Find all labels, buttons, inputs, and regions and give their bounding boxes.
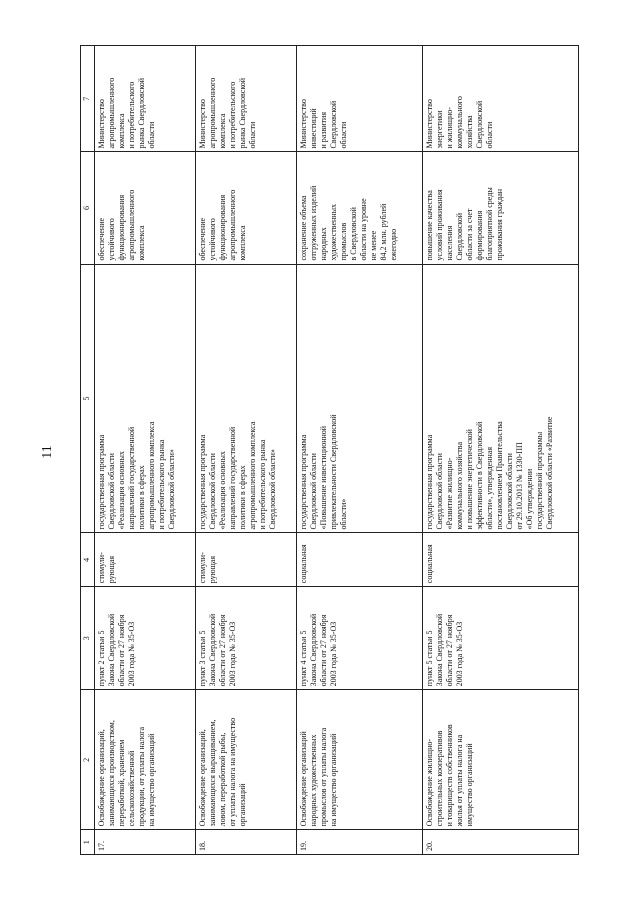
curator: Министерство агропромышленного комплекса и потребительского рынка Свердловской области — [196, 46, 297, 153]
benefit-goal: обеспечение устойчивого функционирования агропромышленного комплекса — [196, 152, 297, 264]
column-header: 7 — [81, 46, 95, 153]
benefit-description: Освобождение организаций народных художественных промыслов от уплаты налога на имущество организаций — [297, 690, 423, 830]
benefit-type: социальная — [297, 533, 423, 587]
row-number: 20. — [423, 830, 579, 855]
benefit-type: стимули- рующая — [95, 533, 196, 587]
column-header: 1 — [81, 830, 95, 855]
column-header: 3 — [81, 587, 95, 690]
state-program: государственная программа Свердловской области «Реализация основных направлений государственной политики в сферах агропромышленного комплекса и потребительского рынка Свердловской области» — [196, 264, 297, 533]
row-number: 17. — [95, 830, 196, 855]
benefit-type: социальная — [423, 533, 579, 587]
benefit-description: Освобождение организаций, занимающихся выращиванием, ловом, переработкой рыбы, от уплаты налога на имущество организаций — [196, 690, 297, 830]
curator: Министерство энергетики и жилищно- коммунального хозяйства Свердловской области — [423, 46, 579, 153]
curator: Министерство инвестиций и развития Свердловской области — [297, 46, 423, 153]
legal-basis: пункт 3 статьи 5 Закона Свердловской области от 27 ноября 2003 года № 35-ОЗ — [196, 587, 297, 690]
column-header: 2 — [81, 690, 95, 830]
state-program: государственная программа Свердловской области «Повышение инвестиционной привлекательности Свердловской области» — [297, 264, 423, 533]
row-number: 18. — [196, 830, 297, 855]
legal-basis: пункт 4 статьи 5 Закона Свердловской области от 27 ноября 2003 года № 35-ОЗ — [297, 587, 423, 690]
table-row — [297, 46, 423, 855]
table-row — [423, 46, 579, 855]
benefit-description: Освобождение организаций, занимающихся производством, переработкой, хранением сельскохозяйственной продукции, от уплаты налога на имущество организаций — [95, 690, 196, 830]
state-program: государственная программа Свердловской области «Реализация основных направлений государственной политики в сферах агропромышленного комплекса и потребительского рынка Свердловской области» — [95, 264, 196, 533]
benefit-type: стимули- рующая — [196, 533, 297, 587]
benefit-goal: обеспечение устойчивого функционирования агропромышленного комплекса — [95, 152, 196, 264]
tax-benefits-table — [80, 45, 579, 855]
page-number: 11 — [40, 445, 55, 459]
table-row — [196, 46, 297, 855]
column-header: 4 — [81, 533, 95, 587]
benefit-goal: сохранение объема отгруженных изделий народных художественных промыслов в Свердловской области на уровне не менее 84,2 млн. рублей ежегодно — [297, 152, 423, 264]
legal-basis: пункт 2 статьи 5 Закона Свердловской области от 27 ноября 2003 года № 35-ОЗ — [95, 587, 196, 690]
column-header: 6 — [81, 152, 95, 264]
curator: Министерство агропромышленного комплекса и потребительского рынка Свердловской области — [95, 46, 196, 153]
column-header: 5 — [81, 264, 95, 533]
row-number: 19. — [297, 830, 423, 855]
state-program: государственная программа Свердловской области «Развитие жилищно- коммунального хозяйства и повышение энергетической эффективности в Свердловской области», утвержденная постановлением Правительства Свердловской области от 29.10.2013 № 1330-ПП «Об утверждении государственной программы Свердловской области «Развитие — [423, 264, 579, 533]
table-row — [95, 46, 196, 855]
benefit-description: Освобождение жилищно- строительных кооперативов и товариществ собственников жилья от уплаты налога на имущество организаций — [423, 690, 579, 830]
benefit-goal: повышение качества условий проживания населения Свердловской области за счет формирования благоприятной среды проживания граждан — [423, 152, 579, 264]
header-row — [81, 46, 95, 855]
legal-basis: пункт 5 статьи 5 Закона Свердловской области от 27 ноября 2003 года № 35-ОЗ — [423, 587, 579, 690]
rotated-page — [80, 45, 570, 855]
